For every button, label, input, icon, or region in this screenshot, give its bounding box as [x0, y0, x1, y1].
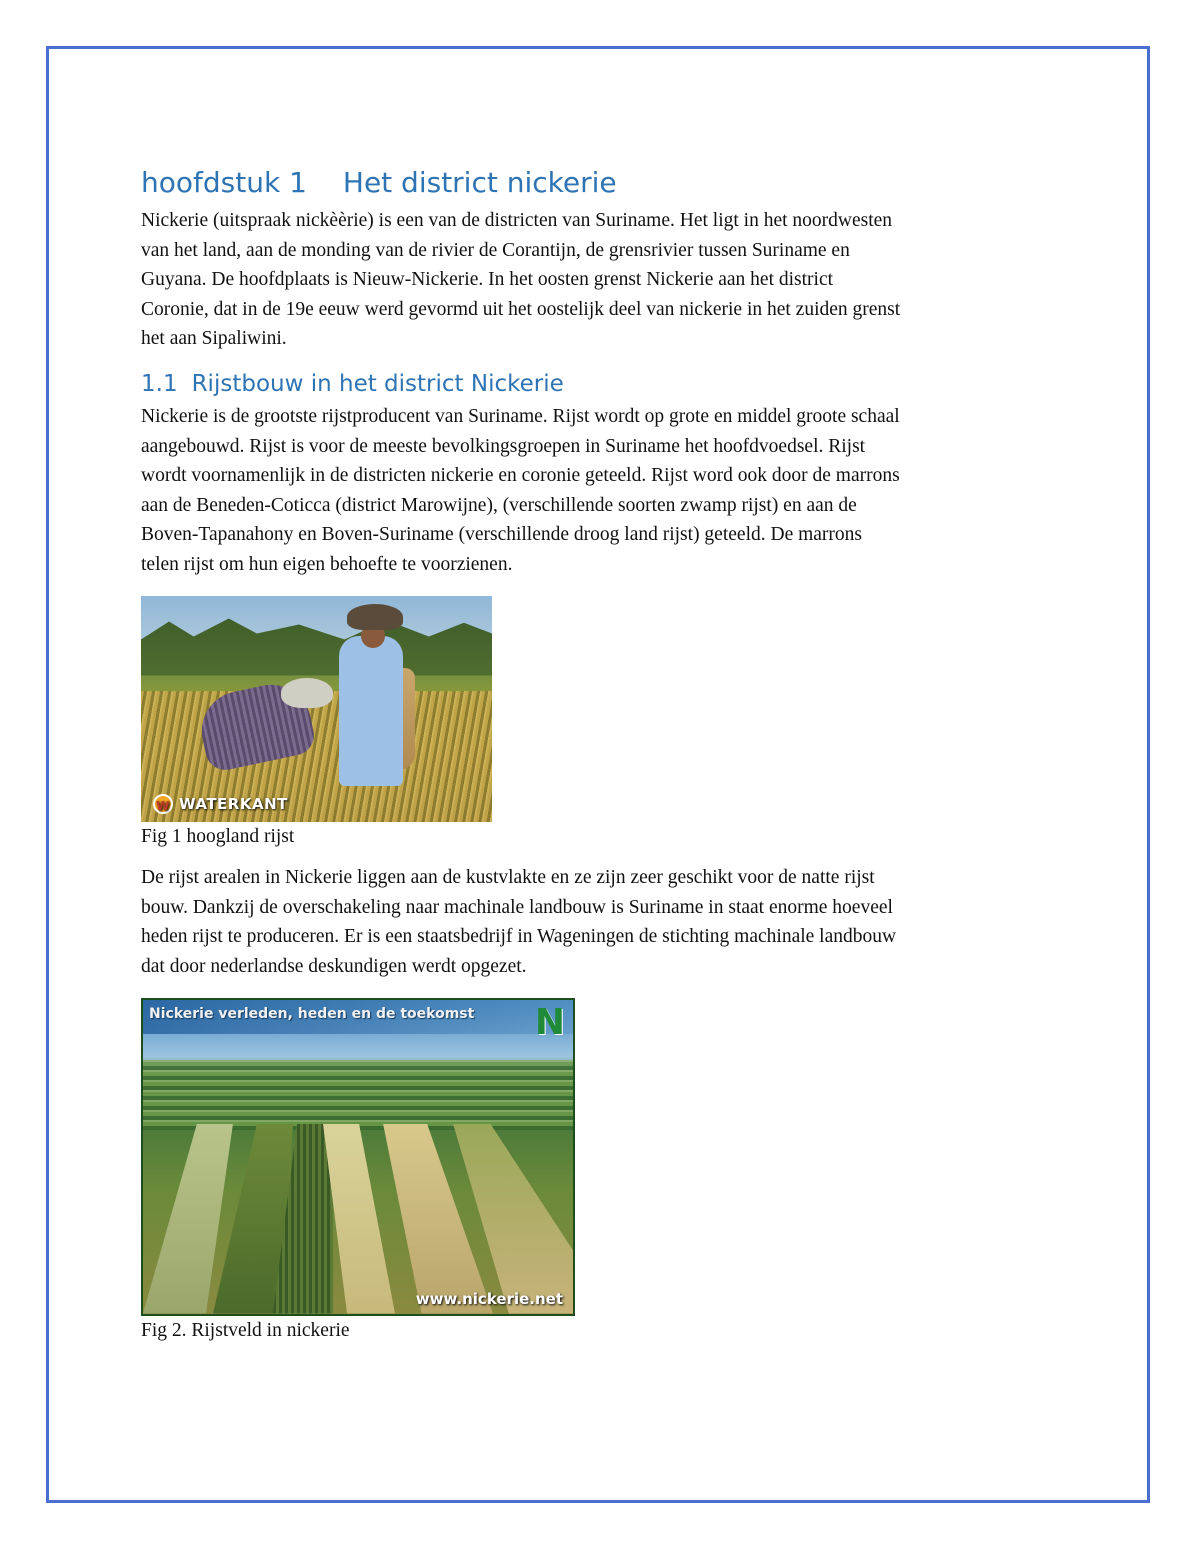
paragraph-2-line: dat door nederlandse deskundigen werdt opgezet.	[141, 955, 527, 977]
paragraph-2	[141, 863, 1071, 981]
waterkant-logo-text: WATERKANT	[179, 794, 288, 813]
nickerie-n-logo: N	[534, 1001, 565, 1043]
section-line: aan de Beneden-Coticca (district Marowijne), (verschillende soorten zwamp rijst) en aan de	[141, 494, 857, 516]
intro-line: van het land, aan de monding van de rivier de Corantijn, de grensrivier tussen Suriname en	[141, 239, 850, 261]
video-banner-text: Nickerie verleden, heden en de toekomst	[149, 1005, 475, 1022]
intro-line: Nickerie (uitspraak nickèèrie) is een van de districten van Suriname. Het ligt in het noordwesten	[141, 210, 893, 231]
section-line: Nickerie is de grootste rijstproducent van Suriname. Rijst wordt op grote en middel groote schaal	[141, 405, 900, 427]
rice-field-strip	[143, 1124, 233, 1314]
distant-fields	[143, 1060, 573, 1130]
chapter-number: hoofdstuk 1	[141, 166, 307, 199]
website-watermark: www.nickerie.net	[415, 1289, 563, 1308]
paragraph-2-line: bouw. Dankzij de overschakeling naar machinale landbouw is Suriname in staat enorme hoeveel	[141, 896, 893, 918]
section-line: wordt voornamenlijk in de districten nickerie en coronie geteeld. Rijst word ook door de marrons	[141, 465, 900, 487]
waterkant-logo	[153, 794, 288, 814]
intro-line: Guyana. De hoofdplaats is Nieuw-Nickerie. In het oosten grenst Nickerie aan het district	[141, 269, 834, 291]
farmer-hat	[281, 678, 333, 708]
section-title: Rijstbouw in het district Nickerie	[191, 370, 564, 397]
chapter-title: Het district nickerie	[342, 166, 617, 199]
intro-line: Coronie, dat in de 19e eeuw werd gevormd uit het oostelijk deel van nickerie in het zuiden grenst	[141, 298, 901, 320]
figure-rijstveld-photo	[141, 998, 575, 1316]
section-line: telen rijst om hun eigen behoefte te voorzienen.	[141, 553, 513, 575]
chapter-heading	[141, 164, 1071, 202]
section-heading	[141, 368, 1071, 400]
paragraph-2-line: heden rijst te produceren. Er is een staatsbedrijf in Wageningen de stichting machinale landbouw	[141, 926, 897, 948]
cowboy-hat	[347, 604, 403, 630]
section-paragraph	[141, 402, 1071, 580]
waterkant-logo-icon: W	[153, 794, 173, 814]
figure-hoogland-rijst-photo	[141, 596, 492, 822]
section-number: 1.1	[141, 370, 178, 397]
standing-farmer	[339, 636, 403, 786]
intro-paragraph	[141, 206, 1071, 354]
section-line: aangebouwd. Rijst is voor de meeste bevolkingsgroepen in Suriname het hoofdvoedsel. Rijst	[141, 435, 866, 457]
paragraph-2-line: De rijst arealen in Nickerie liggen aan de kustvlakte en ze zijn zeer geschikt voor de natte rijst	[141, 867, 875, 889]
section-line: Boven-Tapanahony en Boven-Suriname (verschillende droog land rijst) geteeld. De marrons	[141, 524, 862, 546]
tree-line	[141, 616, 492, 676]
figure-1-caption: Fig 1 hoogland rijst	[141, 825, 295, 847]
document-content	[141, 164, 1071, 1345]
figure-2-caption: Fig 2. Rijstveld in nickerie	[141, 1319, 350, 1341]
intro-line: het aan Sipaliwini.	[141, 328, 287, 350]
